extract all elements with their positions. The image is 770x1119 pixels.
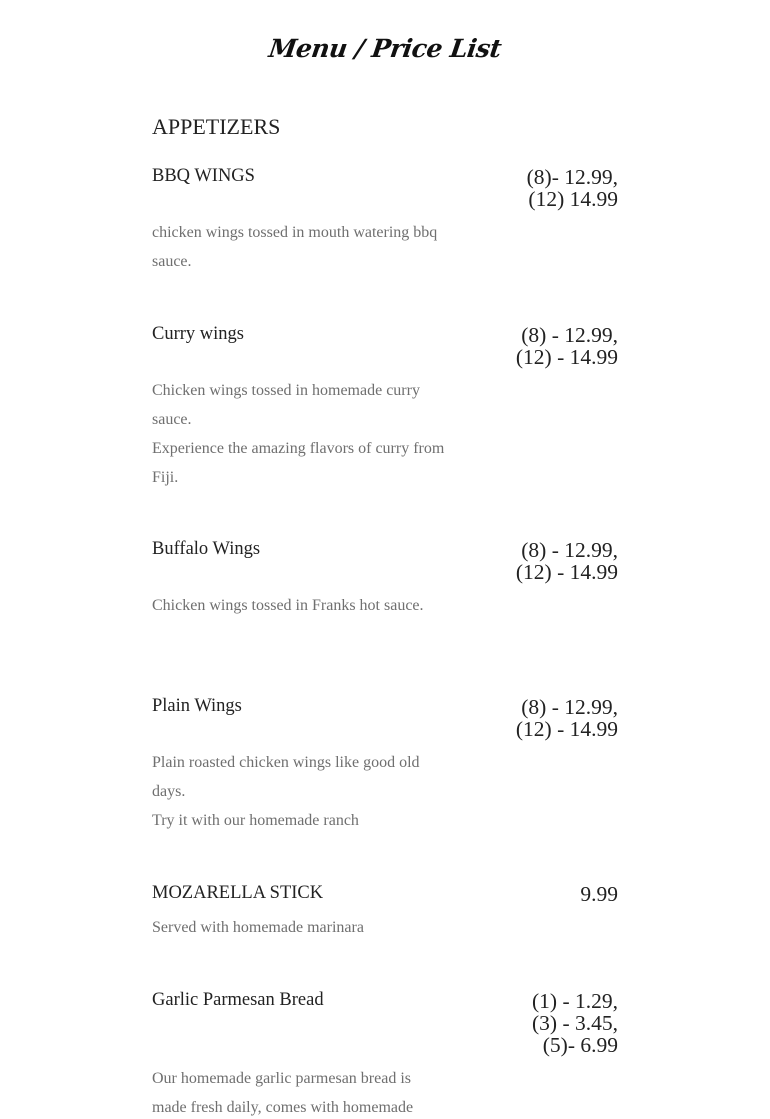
item-price: [532, 990, 618, 1056]
item-price: [516, 696, 618, 740]
price-line: (8) - 12.99,: [521, 538, 618, 562]
price-line: (1) - 1.29,: [532, 989, 618, 1013]
description-line: sauce.: [152, 411, 192, 428]
item-description: [152, 218, 497, 276]
description-line: chicken wings tossed in mouth watering bbq: [152, 224, 438, 241]
item-price: [527, 166, 618, 210]
item-name: Curry wings: [152, 324, 244, 344]
item-price: [580, 883, 618, 905]
price-line: (5)- 6.99: [542, 1033, 618, 1057]
page-title: Menu / Price List: [266, 34, 504, 63]
item-name: Garlic Parmesan Bread: [152, 990, 324, 1010]
price-line: (8)- 12.99,: [526, 165, 618, 189]
price-line: (12) - 14.99: [515, 560, 618, 584]
description-line: Served with homemade marinara: [152, 919, 364, 936]
price-line: (8) - 12.99,: [521, 323, 618, 347]
item-description: [152, 913, 497, 942]
item-name: Plain Wings: [152, 696, 242, 716]
item-description: [152, 1064, 497, 1119]
description-line: Chicken wings tossed in homemade curry: [152, 382, 420, 399]
description-line: Fiji.: [152, 469, 179, 486]
item-price: [516, 539, 618, 583]
price-line: 9.99: [580, 882, 618, 906]
description-line: Plain roasted chicken wings like good old: [152, 754, 420, 771]
description-line: Experience the amazing flavors of curry from: [152, 440, 445, 457]
description-line: Chicken wings tossed in Franks hot sauce.: [152, 597, 424, 614]
section-title-appetizers: APPETIZERS: [152, 114, 281, 139]
item-name: MOZARELLA STICK: [152, 883, 324, 903]
item-description: [152, 591, 497, 620]
price-line: (3) - 3.45,: [532, 1011, 618, 1035]
item-name: Buffalo Wings: [152, 539, 261, 559]
description-line: made fresh daily, comes with homemade: [152, 1099, 414, 1116]
description-line: Try it with our homemade ranch: [152, 812, 359, 829]
item-description: [152, 376, 497, 492]
description-line: days.: [152, 783, 186, 800]
description-line: sauce.: [152, 253, 192, 270]
item-price: [516, 324, 618, 368]
price-line: (12) - 14.99: [515, 345, 618, 369]
price-line: (8) - 12.99,: [521, 695, 618, 719]
price-line: (12) 14.99: [528, 187, 618, 211]
item-name: BBQ WINGS: [152, 166, 255, 186]
description-line: Our homemade garlic parmesan bread is: [152, 1070, 412, 1087]
item-description: [152, 748, 497, 835]
price-line: (12) - 14.99: [515, 717, 618, 741]
